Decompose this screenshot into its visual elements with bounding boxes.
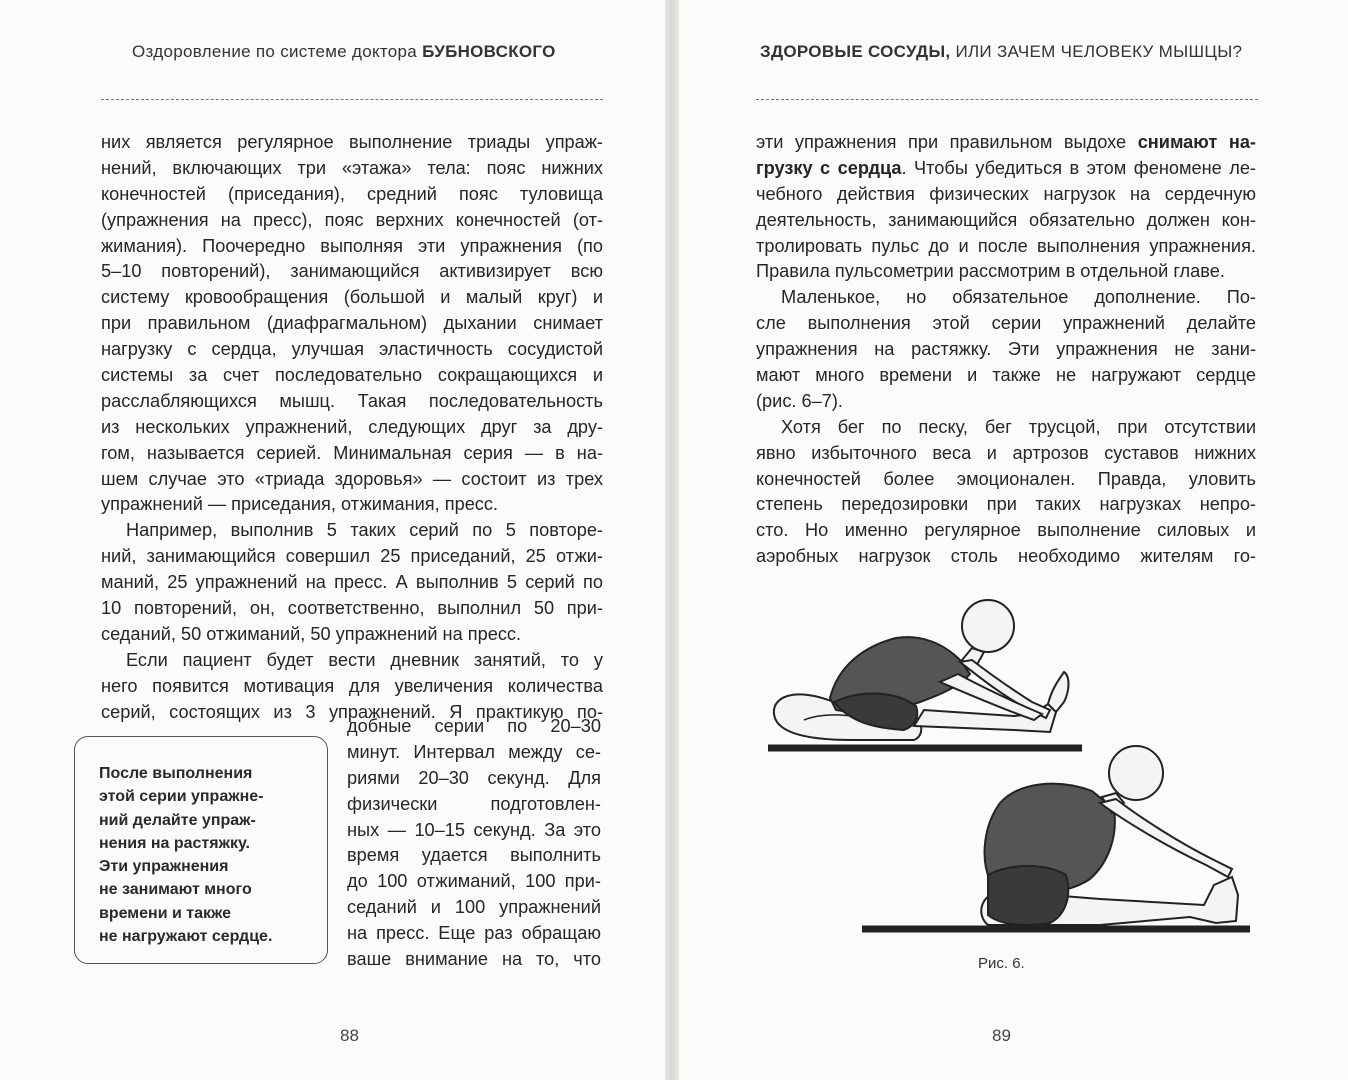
left-running-header <box>132 42 556 62</box>
text-line: из нескольких упражнений, следующих друг за дру- <box>101 416 603 437</box>
right-header-subtitle: ИЛИ ЗАЧЕМ ЧЕЛОВЕКУ МЫШЦЫ? <box>950 42 1243 61</box>
right-header-title: ЗДОРОВЫЕ СОСУДЫ, <box>760 42 951 61</box>
text-line: Хотя бег по песку, бег трусцой, при отсутствии <box>781 416 1256 437</box>
text-line: седаний, 50 отжиманий, 50 упражнений на пресс. <box>101 623 522 644</box>
book-gutter <box>665 0 679 1080</box>
callout-line: ний делайте упраж- <box>99 811 256 829</box>
callout-line: После выполнения <box>99 765 253 782</box>
emphasis-text: снимают на- <box>1137 132 1256 152</box>
right-running-header <box>760 42 1242 62</box>
left-page-number: 88 <box>340 1026 359 1045</box>
text-line: жимания). Поочередно выполняя эти упражнения (по <box>101 235 603 256</box>
stretch-figure-forward-bend <box>860 745 1255 935</box>
text-line: нений, включающих три «этажа» тела: пояс нижних <box>101 157 603 178</box>
text-line: добные серии по 20–30 <box>347 716 601 736</box>
text-line: 5–10 повторений), занимающийся активизирует всю <box>101 261 603 282</box>
callout-line: не нагружают сердце. <box>99 928 273 946</box>
left-side-text <box>347 714 601 973</box>
text-line: сле выполнения этой серии упражнений делайте <box>756 313 1256 334</box>
text-line: на пресс. Еще раз обращаю <box>347 923 601 944</box>
right-body-text <box>756 130 1256 570</box>
text-line: Если пациент будет вести дневник занятий, то у <box>126 649 603 670</box>
callout-line: этой серии упражне- <box>99 788 264 806</box>
text-line: аэробных нагрузок столь необходимо жителям го- <box>756 546 1256 567</box>
text-line: конечностей (приседания), средний пояс туловища <box>101 183 603 204</box>
text-line: время удается выполнить <box>347 845 601 866</box>
text-line: (упражнения на пресс), пояс верхних конечностей (от- <box>101 209 603 230</box>
text-run: эти упражнения при правильном выдохе <box>756 132 1138 152</box>
left-header-prefix: Оздоровление по системе доктора <box>132 42 423 61</box>
callout-line: времени и также <box>99 904 232 922</box>
text-line: ний, занимающийся совершил 25 приседаний, 25 отжи- <box>101 546 603 567</box>
text-line: степень передозировки при таких нагрузках непро- <box>756 494 1256 515</box>
left-body-text <box>101 130 603 725</box>
left-header-author: БУБНОВСКОГО <box>422 42 556 61</box>
text-line: него появится мотивация для увеличения количества <box>101 675 603 696</box>
text-line: явно избыточного веса и артрозов суставов нижних <box>756 442 1256 463</box>
text-line: до 100 отжиманий, 100 при- <box>347 871 601 892</box>
text-line: системы за счет последовательно сокращающихся и <box>101 365 603 386</box>
callout-line: Эти упражнения <box>99 858 229 876</box>
text-line: систему кровообращения (большой и малый круг) и <box>101 287 603 308</box>
text-line: гом, называется серией. Минимальная серия — в на- <box>101 442 603 463</box>
left-header-rule <box>101 99 603 100</box>
text-line: шем случае это «триада здоровья» — состоит из трех <box>101 468 603 489</box>
text-line: минут. Интервал между се- <box>347 741 601 762</box>
emphasis-text: грузку с сердца <box>756 157 902 178</box>
text-line: Например, выполнив 5 таких серий по 5 повторе- <box>126 520 603 541</box>
text-line: расслабляющихся мышц. Такая последовательность <box>101 390 603 411</box>
text-run: . Чтобы убедиться в этом феномене ле- <box>901 157 1256 178</box>
text-line: них является регулярное выполнение триады упраж- <box>101 132 603 152</box>
text-line: Правила пульсометрии рассмотрим в отдельной главе. <box>756 261 1225 282</box>
right-page-number: 89 <box>992 1026 1011 1045</box>
text-line: при правильном (диафрагмальном) дыхании снимает <box>101 313 603 334</box>
text-line: упражнений — приседания, отжимания, пресс. <box>101 494 499 515</box>
text-line: тролировать пульс до и после выполнения упражнения. <box>756 235 1256 256</box>
text-line <box>756 156 1256 182</box>
stretch-figure-hurdler <box>764 590 1090 754</box>
text-line: 10 повторений, он, соответственно, выполнил 50 при- <box>101 598 603 619</box>
text-line: конечностей более эмоционален. Правда, уловить <box>756 468 1256 489</box>
text-line: Маленькое, но обязательное дополнение. По- <box>781 287 1256 308</box>
text-line: сто. Но именно регулярное выполнение силовых и <box>756 520 1256 541</box>
text-line: (рис. 6–7). <box>756 390 843 411</box>
text-line: серий, состоящих из 3 упражнений. Я практикую по- <box>101 701 603 722</box>
right-header-rule <box>756 99 1258 100</box>
text-line: упражнения на растяжку. Эти упражнения не зани- <box>756 339 1256 360</box>
text-line: ваше внимание на то, что <box>347 949 601 970</box>
text-line <box>756 130 1256 156</box>
text-line: мают много времени и также не нагружают сердце <box>756 365 1256 386</box>
text-line: маний, 25 упражнений на пресс. А выполнив 5 серий по <box>101 572 603 593</box>
text-line: седаний и 100 упражнений <box>347 897 601 918</box>
text-line: деятельность, занимающийся обязательно должен кон- <box>756 209 1256 230</box>
text-line: ных — 10–15 секунд. За это <box>347 819 601 840</box>
callout-line: нения на растяжку. <box>99 834 250 852</box>
text-line: физически подготовлен- <box>347 793 601 814</box>
text-line: чебного действия физических нагрузок на сердечную <box>756 183 1256 204</box>
text-line: нагрузку с сердца, улучшая эластичность сосудистой <box>101 339 603 360</box>
text-line: риями 20–30 секунд. Для <box>347 767 601 788</box>
callout-box <box>74 736 328 964</box>
figure-caption: Рис. 6. <box>978 955 1025 972</box>
callout-line: не занимают много <box>99 881 252 899</box>
